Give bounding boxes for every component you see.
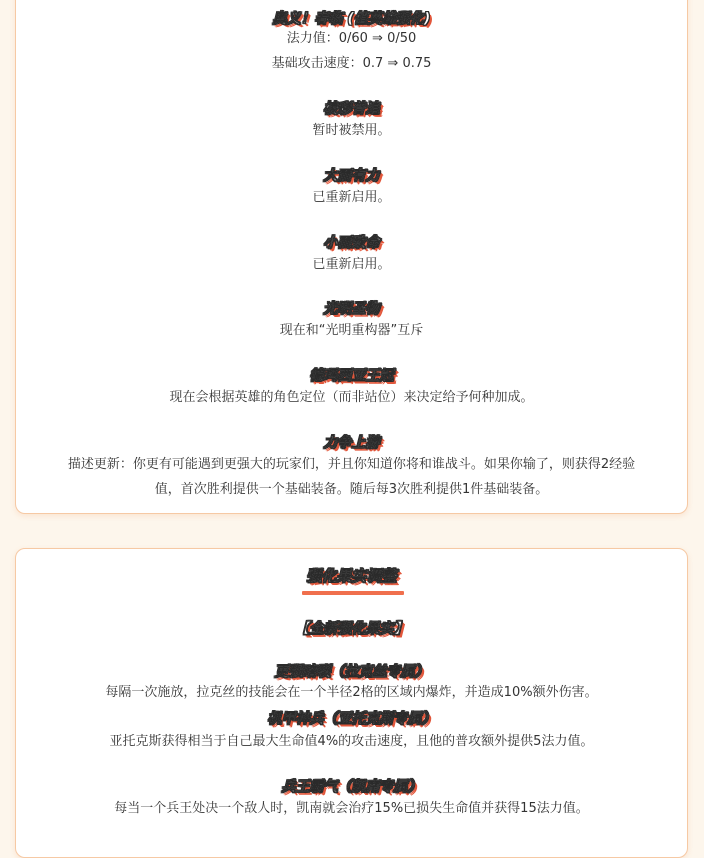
entry-line: 亚托克斯获得相当于自己最大生命值4%的攻击速度，且他的普攻额外提供5法力值。 [109, 734, 594, 749]
entry-title: 奥义！春临 (值英雄强化) [272, 11, 431, 27]
section-title-underline [302, 591, 404, 595]
entry-title: 机甲神兵（亚托克斯专属） [267, 711, 436, 727]
entry-line: 已重新启用。 [312, 190, 391, 205]
patch-notes-card [15, 0, 688, 514]
section-title-wrap [16, 566, 687, 585]
entry-line: 法力值：0/60 ⇒ 0/50 [286, 31, 417, 46]
entry-title: 力争上游 [323, 435, 380, 451]
entry-line: 已重新启用。 [312, 257, 391, 272]
entry-line: 现在会根据英雄的角色定位（而非站位）来决定给予何种加成。 [169, 390, 534, 405]
entry-title: 更强暗裂（拉克丝专属） [274, 664, 429, 680]
entry-title: 大而有力 [323, 168, 380, 184]
entry-title: 德玛西亚王冠 [309, 368, 394, 384]
subsection-title: 【全新强化果实】 [295, 621, 408, 637]
section-title: 强化果实调整 [306, 567, 397, 585]
entry-title: 兵王霸气（凯南专属） [281, 779, 422, 795]
entry-title: 小而致命 [323, 235, 380, 251]
entry-line: 每隔一次施放，拉克丝的技能会在一个半径2格的区域内爆炸，并造成10%额外伤害。 [105, 685, 598, 700]
entry-line: 值，首次胜利提供一个基础装备。随后每3次胜利提供1件基础装备。 [154, 482, 549, 497]
entry-line: 每当一个兵王处决一个敌人时，凯南就会治疗15%已损失生命值并获得15法力值。 [114, 801, 589, 816]
entry-line: 基础攻击速度：0.7 ⇒ 0.75 [271, 56, 432, 71]
augment-changes-card [15, 548, 688, 858]
entry-line: 现在和“光明重构器”互斥 [279, 323, 424, 338]
entry-title: 光明圣物 [323, 301, 380, 317]
entry-line: 描述更新：你更有可能遇到更强大的玩家们，并且你知道你将和谁战斗。如果你输了，则获得2经验 [67, 457, 636, 472]
entry-title: 棱彩普追 [323, 101, 380, 117]
entry-line: 暂时被禁用。 [312, 123, 391, 138]
